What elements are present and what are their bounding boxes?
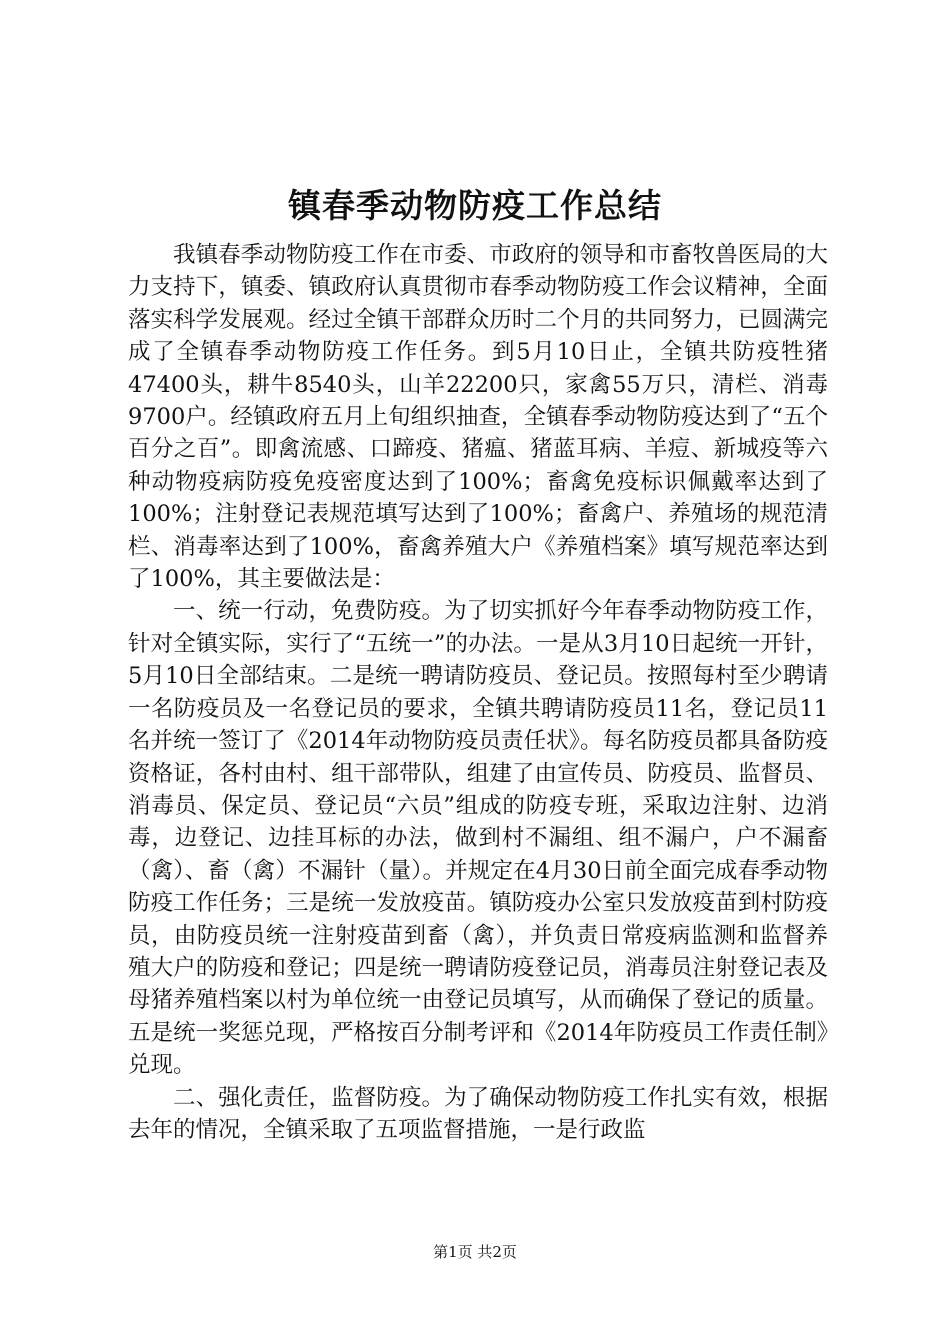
paragraph-section-1: 一、统一行动，免费防疫。为了切实抓好今年春季动物防疫工作，针对全镇实际，实行了“五统一”的办法。一是从3月10日起统一开针，5月10日全部结束。二是统一聘请防疫员、登记员。按照每村至少聘请一名防疫员及一名登记员的要求，全镇共聘请防疫员11名，登记员11名并统一签订了《2014年动物防疫员责任状》。每名防疫员都具备防疫资格证，各村由村、组干部带队，组建了由宣传员、防疫员、监督员、消毒员、保定员、登记员“六员”组成的防疫专班，采取边注射、边消毒，边登记、边挂耳标的办法，做到村不漏组、组不漏户，户不漏畜（禽）、畜（禽）不漏针（量）。并规定在4月30日前全面完成春季动物防疫工作任务；三是统一发放疫苗。镇防疫办公室只发放疫苗到村防疫员，由防疫员统一注射疫苗到畜（禽），并负责日常疫病监测和监督养殖大户的防疫和登记；四是统一聘请防疫登记员，消毒员注射登记表及母猪养殖档案以村为单位统一由登记员填写，从而确保了登记的质量。五是统一奖惩兑现，严格按百分制考评和《2014年防疫员工作责任制》兑现。 [128, 598, 828, 1079]
page-number-footer: 第1页 共2页 [433, 1243, 517, 1261]
paragraph-section-2: 二、强化责任，监督防疫。为了确保动物防疫工作扎实有效，根据去年的情况，全镇采取了五项监督措施，一是行政监 [128, 1084, 828, 1143]
paragraph-intro: 我镇春季动物防疫工作在市委、市政府的领导和市畜牧兽医局的大力支持下，镇委、镇政府认真贯彻市春季动物防疫工作会议精神，全面落实科学发展观。经过全镇干部群众历时二个月的共同努力，已圆满完成了全镇春季动物防疫工作任务。到5月10日止，全镇共防疫牲猪47400头，耕牛8540头，山羊22200只，家禽55万只，清栏、消毒9700户。经镇政府五月上旬组织抽查，全镇春季动物防疫达到了“五个百分之百”。即禽流感、口蹄疫、猪瘟、猪蓝耳病、羊痘、新城疫等六种动物疫病防疫免疫密度达到了100%；畜禽免疫标识佩戴率达到了100%；注射登记表规范填写达到了100%；畜禽户、养殖场的规范清栏、消毒率达到了100%，畜禽养殖大户《养殖档案》填写规范率达到了100%，其主要做法是： [128, 242, 828, 593]
document-title: 镇春季动物防疫工作总结 [288, 186, 662, 225]
document-body [128, 239, 828, 1146]
